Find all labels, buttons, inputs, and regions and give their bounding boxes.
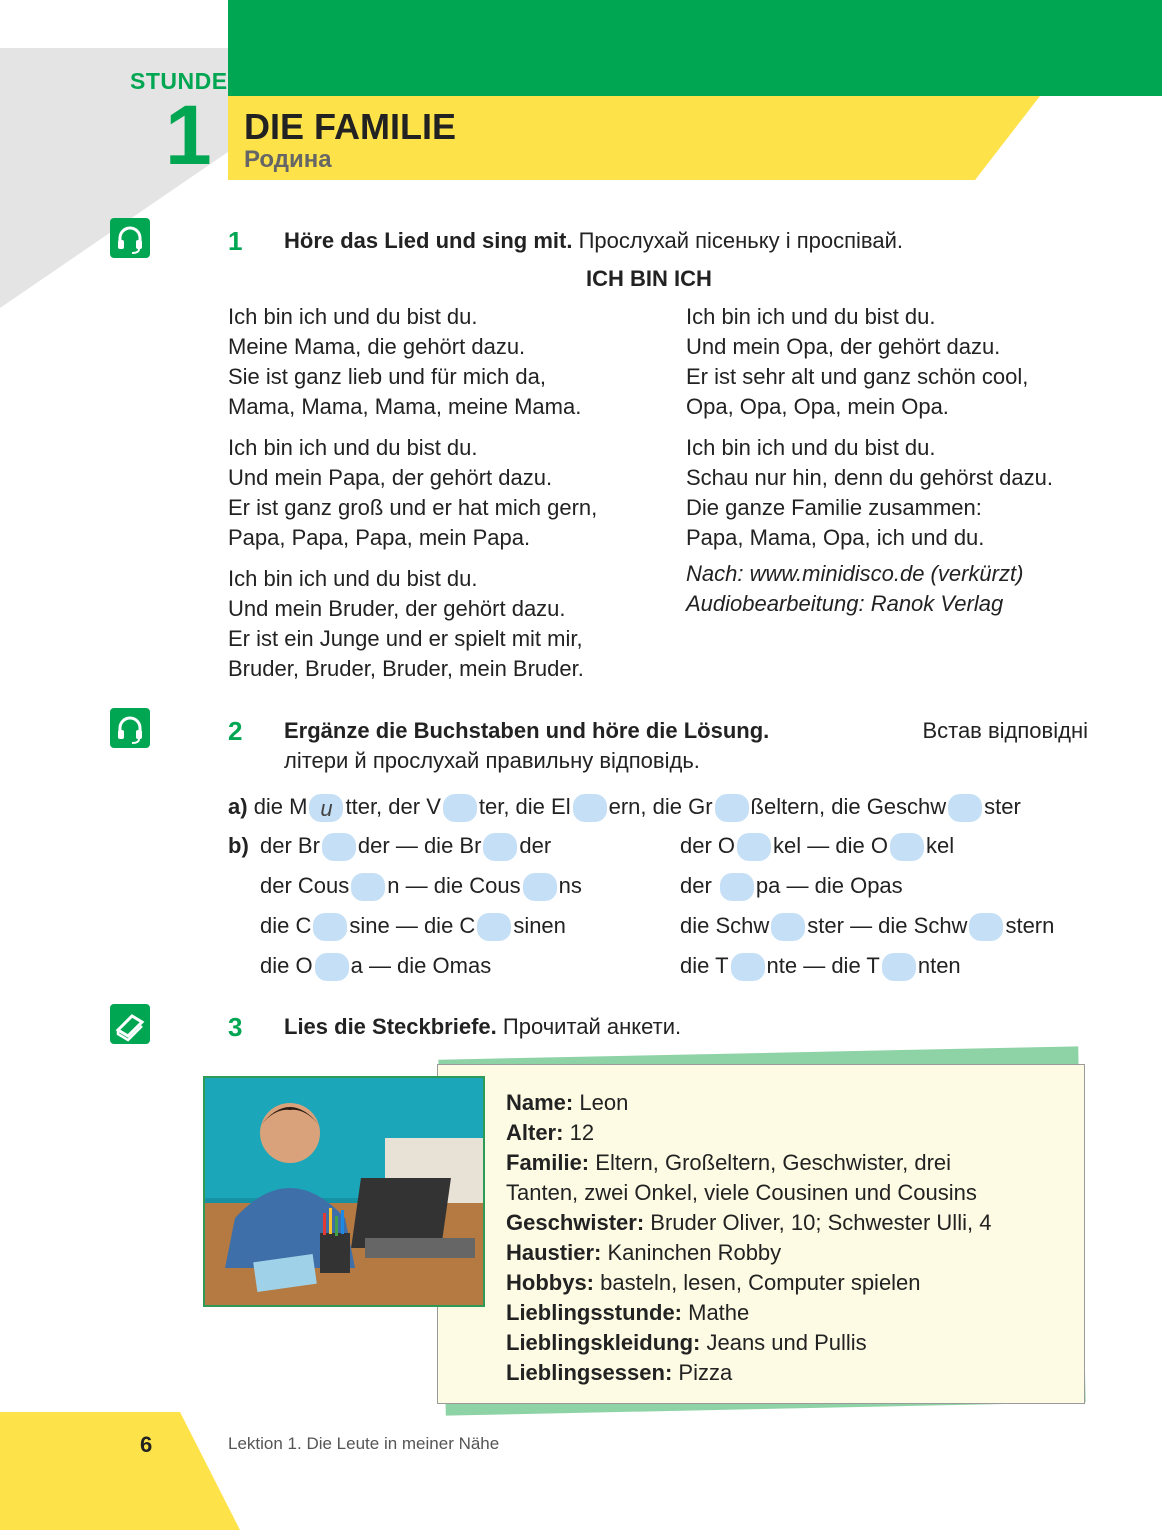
letter-blank[interactable] xyxy=(969,913,1003,941)
fill-row-b-right-3 xyxy=(680,911,1054,941)
poem-stanza-left-3 xyxy=(228,564,584,684)
field-label: Lieblingsstunde: xyxy=(506,1300,682,1325)
letter-blank[interactable] xyxy=(313,913,347,941)
letter-blank[interactable] xyxy=(483,833,517,861)
profile-food-row xyxy=(506,1358,991,1388)
word-fragment: der Br xyxy=(260,833,320,858)
word-fragment: der xyxy=(519,833,552,858)
poem-line: Und mein Bruder, der gehört dazu. xyxy=(228,596,566,621)
poem-stanza-right-2 xyxy=(686,433,1053,553)
page-number: 6 xyxy=(140,1432,153,1457)
field-label: Haustier: xyxy=(506,1240,602,1265)
exercise-3-task-text: Прочитай анкети. xyxy=(502,1014,682,1039)
word-fragment: die Schw xyxy=(680,913,770,938)
example-letter: u xyxy=(320,796,333,822)
letter-blank[interactable] xyxy=(731,953,765,981)
stunde-label: STUNDE xyxy=(130,68,228,94)
field-label: Lieblingskleidung: xyxy=(506,1330,701,1355)
poem-line: Ich bin ich und du bist du. xyxy=(686,435,936,460)
poem-line: Sie ist ganz lieb und für mich da, xyxy=(228,364,546,389)
field-label: Geschwister: xyxy=(506,1210,645,1235)
word-fragment: ns xyxy=(558,873,582,898)
letter-blank[interactable] xyxy=(351,873,385,901)
exercise-2-number: 2 xyxy=(228,716,243,746)
letter-blank[interactable] xyxy=(477,913,511,941)
field-value: Leon xyxy=(579,1090,629,1115)
field-value: Kaninchen Robby xyxy=(607,1240,782,1265)
poem-line: Schau nur hin, denn du gehörst dazu. xyxy=(686,465,1053,490)
exercise-1-task xyxy=(284,226,903,256)
word-fragment: kel xyxy=(925,833,955,858)
poem-line: Er ist ein Junge und er spielt mit mir, xyxy=(228,626,583,651)
letter-blank[interactable] xyxy=(309,794,343,822)
letter-blank[interactable] xyxy=(523,873,557,901)
label-a: a) xyxy=(228,794,248,819)
field-label: Familie: xyxy=(506,1150,590,1175)
letter-blank[interactable] xyxy=(715,794,749,822)
field-value: Mathe xyxy=(688,1300,750,1325)
stunde-number: 1 xyxy=(165,88,212,182)
word-fragment: ern, die Gr xyxy=(608,794,713,819)
word-fragment: der xyxy=(680,873,718,898)
footer-yellow-shape xyxy=(0,1412,240,1530)
profile-text xyxy=(506,1088,991,1388)
word-fragment: ster — die Schw xyxy=(807,913,968,938)
letter-blank[interactable] xyxy=(573,794,607,822)
fill-row-b-right-4 xyxy=(680,951,961,981)
profile-pet-row xyxy=(506,1238,991,1268)
field-label: Alter: xyxy=(506,1120,564,1145)
exercise-2-task xyxy=(284,716,1088,776)
word-fragment: sine — die C xyxy=(349,913,476,938)
letter-blank[interactable] xyxy=(315,953,349,981)
lesson-title: Lektion 1. Die Leute in meiner Nähe xyxy=(228,1434,500,1453)
headphones-icon[interactable] xyxy=(110,708,150,748)
exercise-2-task-bold: Ergänze die Buchstaben und höre die Lösung. xyxy=(284,718,770,743)
poem-stanza-left-2 xyxy=(228,433,597,553)
word-fragment: nte — die T xyxy=(766,953,880,978)
fill-row-b-left-4 xyxy=(260,951,491,981)
exercise-3-number: 3 xyxy=(228,1012,243,1042)
field-value: Eltern, Großeltern, Geschwister, drei xyxy=(595,1150,952,1175)
word-fragment: der — die Br xyxy=(357,833,482,858)
poem-line: Mama, Mama, Mama, meine Mama. xyxy=(228,394,582,419)
page-subtitle: Родина xyxy=(244,146,332,173)
poem-title: ICH BIN ICH xyxy=(586,266,712,291)
field-value: Pizza xyxy=(678,1360,733,1385)
field-label: Name: xyxy=(506,1090,574,1115)
poem-stanza-left-1 xyxy=(228,302,581,422)
word-fragment: der Cous xyxy=(260,873,350,898)
word-fragment: ßeltern, die Geschw xyxy=(750,794,947,819)
letter-blank[interactable] xyxy=(322,833,356,861)
exercise-1-task-bold: Höre das Lied und sing mit. xyxy=(284,228,573,253)
profile-clothes-row xyxy=(506,1328,991,1358)
profile-age-row xyxy=(506,1118,991,1148)
word-fragment: ter, die El xyxy=(478,794,571,819)
poem-line: Ich bin ich und du bist du. xyxy=(228,304,478,329)
poem-line: Bruder, Bruder, Bruder, mein Bruder. xyxy=(228,656,584,681)
poem-line: Ich bin ich und du bist du. xyxy=(228,566,478,591)
word-fragment: a — die Omas xyxy=(350,953,492,978)
letter-blank[interactable] xyxy=(890,833,924,861)
credit-line: Audiobearbeitung: Ranok Verlag xyxy=(686,591,1004,616)
poem-stanza-right-1 xyxy=(686,302,1028,422)
letter-blank[interactable] xyxy=(737,833,771,861)
exercise-2-task-text-2: літери й прослухай правильну відповідь. xyxy=(284,748,700,773)
boy-photo xyxy=(203,1076,485,1307)
letter-blank[interactable] xyxy=(882,953,916,981)
profile-family-row-2: Tanten, zwei Onkel, viele Cousinen und Cousins xyxy=(506,1180,977,1205)
word-fragment: die O xyxy=(260,953,313,978)
letter-blank[interactable] xyxy=(443,794,477,822)
poem-line: Und mein Papa, der gehört dazu. xyxy=(228,465,553,490)
headphones-icon[interactable] xyxy=(110,218,150,258)
poem-line: Und mein Opa, der gehört dazu. xyxy=(686,334,1001,359)
fill-row-b-right-2 xyxy=(680,871,903,901)
field-label: Lieblingsessen: xyxy=(506,1360,673,1385)
poem-line: Er ist sehr alt und ganz schön cool, xyxy=(686,364,1029,389)
word-fragment: ster xyxy=(984,794,1021,819)
exercise-3-task-bold: Lies die Steckbriefe. xyxy=(284,1014,497,1039)
word-fragment: die M xyxy=(253,794,308,819)
word-fragment: kel — die O xyxy=(773,833,888,858)
poem-line: Ich bin ich und du bist du. xyxy=(228,435,478,460)
word-fragment: tter, der V xyxy=(345,794,441,819)
word-fragment: n — die Cous xyxy=(387,873,521,898)
word-fragment: pa — die Opas xyxy=(755,873,903,898)
letter-blank[interactable] xyxy=(771,913,805,941)
exercise-2-task-text-1: Встав відповідні xyxy=(922,718,1088,743)
poem-line: Papa, Papa, Papa, mein Papa. xyxy=(228,525,531,550)
book-icon[interactable] xyxy=(110,1004,150,1044)
page-title: DIE FAMILIE xyxy=(244,106,457,147)
field-value: basteln, lesen, Computer spielen xyxy=(600,1270,921,1295)
label-b-row xyxy=(228,831,249,861)
field-label: Hobbys: xyxy=(506,1270,594,1295)
poem-line: Er ist ganz groß und er hat mich gern, xyxy=(228,495,598,520)
word-fragment: die C xyxy=(260,913,312,938)
word-fragment: die T xyxy=(680,953,729,978)
fill-row-b-left-1 xyxy=(260,831,551,861)
poem-line: Ich bin ich und du bist du. xyxy=(686,304,936,329)
fill-row-b-left-3 xyxy=(260,911,566,941)
word-fragment: sinen xyxy=(513,913,566,938)
fill-row-b-left-2 xyxy=(260,871,582,901)
exercise-1-number: 1 xyxy=(228,226,243,256)
poem-line: Papa, Mama, Opa, ich und du. xyxy=(686,525,985,550)
word-fragment: der O xyxy=(680,833,736,858)
poem-line: Die ganze Familie zusammen: xyxy=(686,495,982,520)
word-fragment: nten xyxy=(917,953,961,978)
field-value: Bruder Oliver, 10; Schwester Ulli, 4 xyxy=(650,1210,992,1235)
label-b: b) xyxy=(228,833,249,858)
exercise-1-task-text: Прослухай пісеньку і проспівай. xyxy=(578,228,904,253)
poem-line: Opa, Opa, Opa, mein Opa. xyxy=(686,394,949,419)
profile-hobbies-row xyxy=(506,1268,991,1298)
word-fragment: stern xyxy=(1005,913,1055,938)
field-value: 12 xyxy=(569,1120,595,1145)
credit-line: Nach: www.minidisco.de (verkürzt) xyxy=(686,561,1024,586)
poem-line: Meine Mama, die gehört dazu. xyxy=(228,334,526,359)
letter-blank[interactable] xyxy=(948,794,982,822)
field-value: Jeans und Pullis xyxy=(706,1330,867,1355)
profile-name-row xyxy=(506,1088,991,1118)
poem-credits xyxy=(686,559,1023,619)
header-green-bar xyxy=(228,0,1162,96)
profile-siblings-row xyxy=(506,1208,991,1238)
profile-family-row xyxy=(506,1148,991,1178)
letter-blank[interactable] xyxy=(720,873,754,901)
exercise-3-task xyxy=(284,1012,681,1042)
fill-row-b-right-1 xyxy=(680,831,954,861)
fill-row-a xyxy=(228,792,1021,822)
profile-subject-row xyxy=(506,1298,991,1328)
